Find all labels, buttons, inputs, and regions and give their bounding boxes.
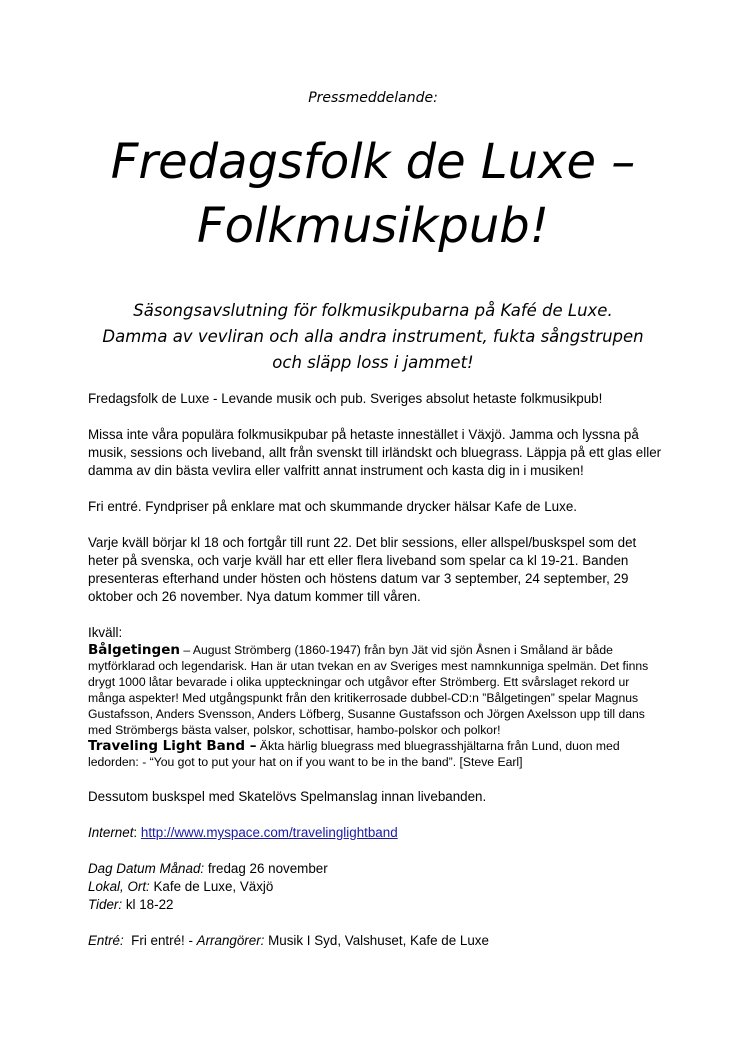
venue-line	[88, 878, 668, 896]
times-value: kl 18-22	[122, 897, 174, 912]
date-label: Dag Datum Månad:	[88, 861, 205, 876]
intro-paragraph: Fredagsfolk de Luxe - Levande musik och pub. Sveriges absolut hetaste folkmusikpub!	[88, 391, 603, 406]
venue-value: Kafe de Luxe, Växjö	[149, 879, 274, 894]
entry-label: Entré:	[88, 933, 124, 948]
organizers-label: Arrangörer:	[196, 933, 265, 948]
date-line	[88, 860, 668, 878]
venue-label: Lokal, Ort:	[88, 879, 150, 894]
tonight-label: Ikväll:	[88, 625, 123, 640]
times-line	[88, 896, 668, 914]
title-line-1: Fredagsfolk de Luxe –	[110, 134, 636, 190]
organizers-value: Musik I Syd, Valshuset, Kafe de Luxe	[264, 933, 489, 948]
date-value: fredag 26 november	[204, 861, 328, 876]
band-2-name: Traveling Light Band –	[88, 738, 257, 754]
dessutom-paragraph: Dessutom buskspel med Skatelövs Spelmanslag innan livebanden.	[88, 789, 487, 804]
internet-link[interactable]: http://www.myspace.com/travelinglightband	[140, 825, 398, 840]
band-1-name: Bålgetingen	[88, 642, 180, 658]
internet-colon: :	[133, 825, 141, 840]
entry-line	[88, 932, 668, 950]
band-1-description: – August Strömberg (1860-1947) från byn Jät vid sjön Åsnen i Småland är både mytförklarad och legendarisk. Han är utan tvekan en av Sveriges mest namnkunniga spelmän. Det finns drygt 1000 låtar bevarade i olika uppteckningar och utgåvor efter Strömberg. Ett svårslaget rekord ur många aspekter! Med utgångspunkt från den kritikerrosade dubbel-CD:n ”Bålgetingen” spelar Magnus Gustafsson, Anders Svensson, Anders Löfberg, Susanne Gustafsson och Jörgen Axelsson upp till dans med Strömbergs bästa valser, polskor, schottisar, hambo-polskor och polkor!	[88, 643, 649, 737]
internet-label: Internet	[88, 825, 134, 840]
page-title	[40, 130, 706, 258]
subtitle: Säsongsavslutning för folkmusikpubarna på Kafé de Luxe. Damma av vevliran och alla andra instrument, fukta sångstrupen och släpp loss i jammet!	[102, 301, 644, 372]
fri-entre-paragraph: Fri entré. Fyndpriser på enklare mat och skummande drycker hälsar Kafe de Luxe.	[88, 499, 577, 514]
body-text	[88, 390, 668, 968]
schedule-paragraph: Varje kväll börjar kl 18 och fortgår till runt 22. Det blir sessions, eller allspel/buskspel som det heter på svenska, och varje kväll har ett eller flera liveband som spelar ca kl 19-21. Banden presenteras efterhand under hösten och höstens datum var 3 september, 24 september, 29 oktober och 26 november. Nya datum kommer till våren.	[88, 535, 637, 604]
entry-value: Fri entré! -	[123, 933, 197, 948]
title-line-2: Folkmusikpub!	[196, 198, 550, 254]
internet-line	[88, 824, 668, 842]
band-1-paragraph	[88, 642, 668, 738]
press-release-label: Pressmeddelande:	[308, 90, 438, 106]
missa-paragraph: Missa inte våra populära folkmusikpubar på hetaste innestället i Växjö. Jamma och lyssna på musik, sessions och liveband, allt från svenskt till irländskt och bluegrass. Läppja på ett glas eller damma av din bästa vevlira eller valfritt annat instrument och kasta dig in i musiken!	[88, 427, 662, 478]
band-2-paragraph	[88, 738, 668, 770]
band-2-description: Äkta härlig bluegrass med bluegrasshjältarna från Lund, duon med ledorden: - “You got to put your hat on if you want to be in the band”. [Steve Earl]	[88, 739, 620, 769]
times-label: Tider:	[88, 897, 123, 912]
